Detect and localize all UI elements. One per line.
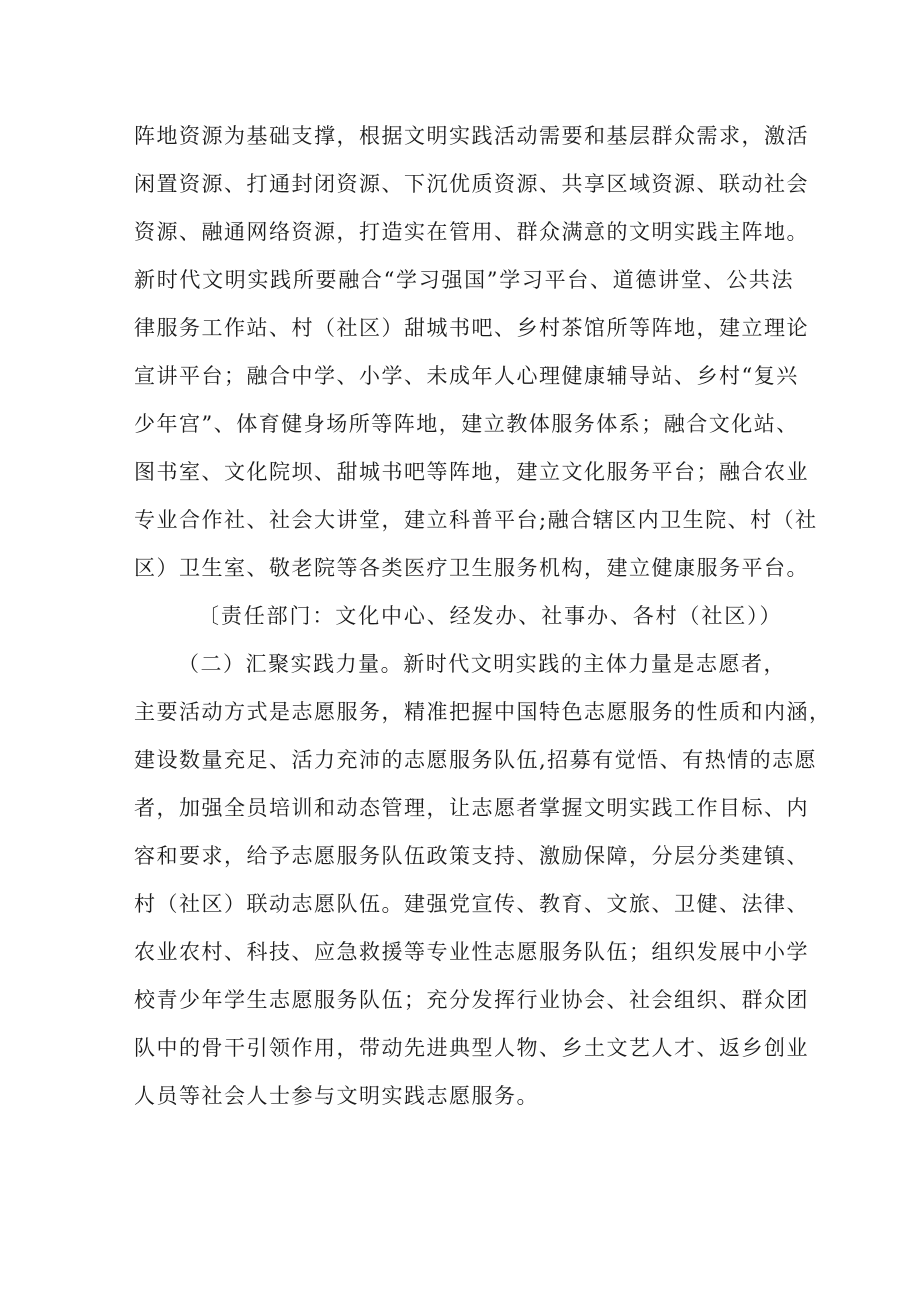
text-line: 律服务工作站、村（社区）甜城书吧、乡村茶馆所等阵地，建立理论 bbox=[134, 316, 809, 340]
text-line: 新时代文明实践所要融合“学习强国”学习平台、道德讲堂、公共法 bbox=[134, 268, 794, 292]
responsibility-note: 〔责任部门：文化中心、经发办、社事办、各村（社区）） bbox=[198, 604, 782, 628]
text-line: 者，加强全员培训和动态管理，让志愿者掌握文明实践工作目标、内 bbox=[134, 796, 809, 820]
text-line: 主要活动方式是志愿服务，精准把握中国特色志愿服务的性质和内涵， bbox=[134, 700, 832, 724]
text-line: 阵地资源为基础支撑，根据文明实践活动需要和基层群众需求，激活 bbox=[134, 124, 809, 148]
text-line: 队中的骨干引领作用，带动先进典型人物、乡土文艺人才、返乡创业 bbox=[134, 1036, 809, 1060]
section-heading-line: （二）汇聚实践力量。新时代文明实践的主体力量是志愿者， bbox=[178, 652, 786, 676]
text-line: 图书室、文化院坝、甜城书吧等阵地，建立文化服务平台；融合农业 bbox=[134, 460, 809, 484]
text-line: 专业合作社、社会大讲堂，建立科普平台;融合辖区内卫生院、村（社 bbox=[134, 508, 818, 532]
text-line: 闲置资源、打通封闭资源、下沉优质资源、共享区域资源、联动社会 bbox=[134, 172, 809, 196]
text-line-last: 人员等社会人士参与文明实践志愿服务。 bbox=[134, 1084, 539, 1108]
text-line: 区）卫生室、敬老院等各类医疗卫生服务机构，建立健康服务平台。 bbox=[134, 556, 809, 580]
text-line: 资源、融通网络资源，打造实在管用、群众满意的文明实践主阵地。 bbox=[134, 220, 809, 244]
text-line: 建设数量充足、活力充沛的志愿服务队伍,招募有觉悟、有热情的志愿 bbox=[134, 748, 818, 772]
text-line: 农业农村、科技、应急救援等专业性志愿服务队伍；组织发展中小学 bbox=[134, 940, 809, 964]
text-line: 容和要求，给予志愿服务队伍政策支持、激励保障，分层分类建镇、 bbox=[134, 844, 809, 868]
text-line: 村（社区）联动志愿队伍。建强党宣传、教育、文旅、卫健、法律、 bbox=[134, 892, 809, 916]
text-line: 少年宫”、体育健身场所等阵地，建立教体服务体系；融合文化站、 bbox=[134, 412, 799, 436]
text-line: 校青少年学生志愿服务队伍；充分发挥行业协会、社会组织、群众团 bbox=[134, 988, 809, 1012]
text-line: 宣讲平台；融合中学、小学、未成年人心理健康辅导站、乡村“复兴 bbox=[134, 364, 799, 388]
